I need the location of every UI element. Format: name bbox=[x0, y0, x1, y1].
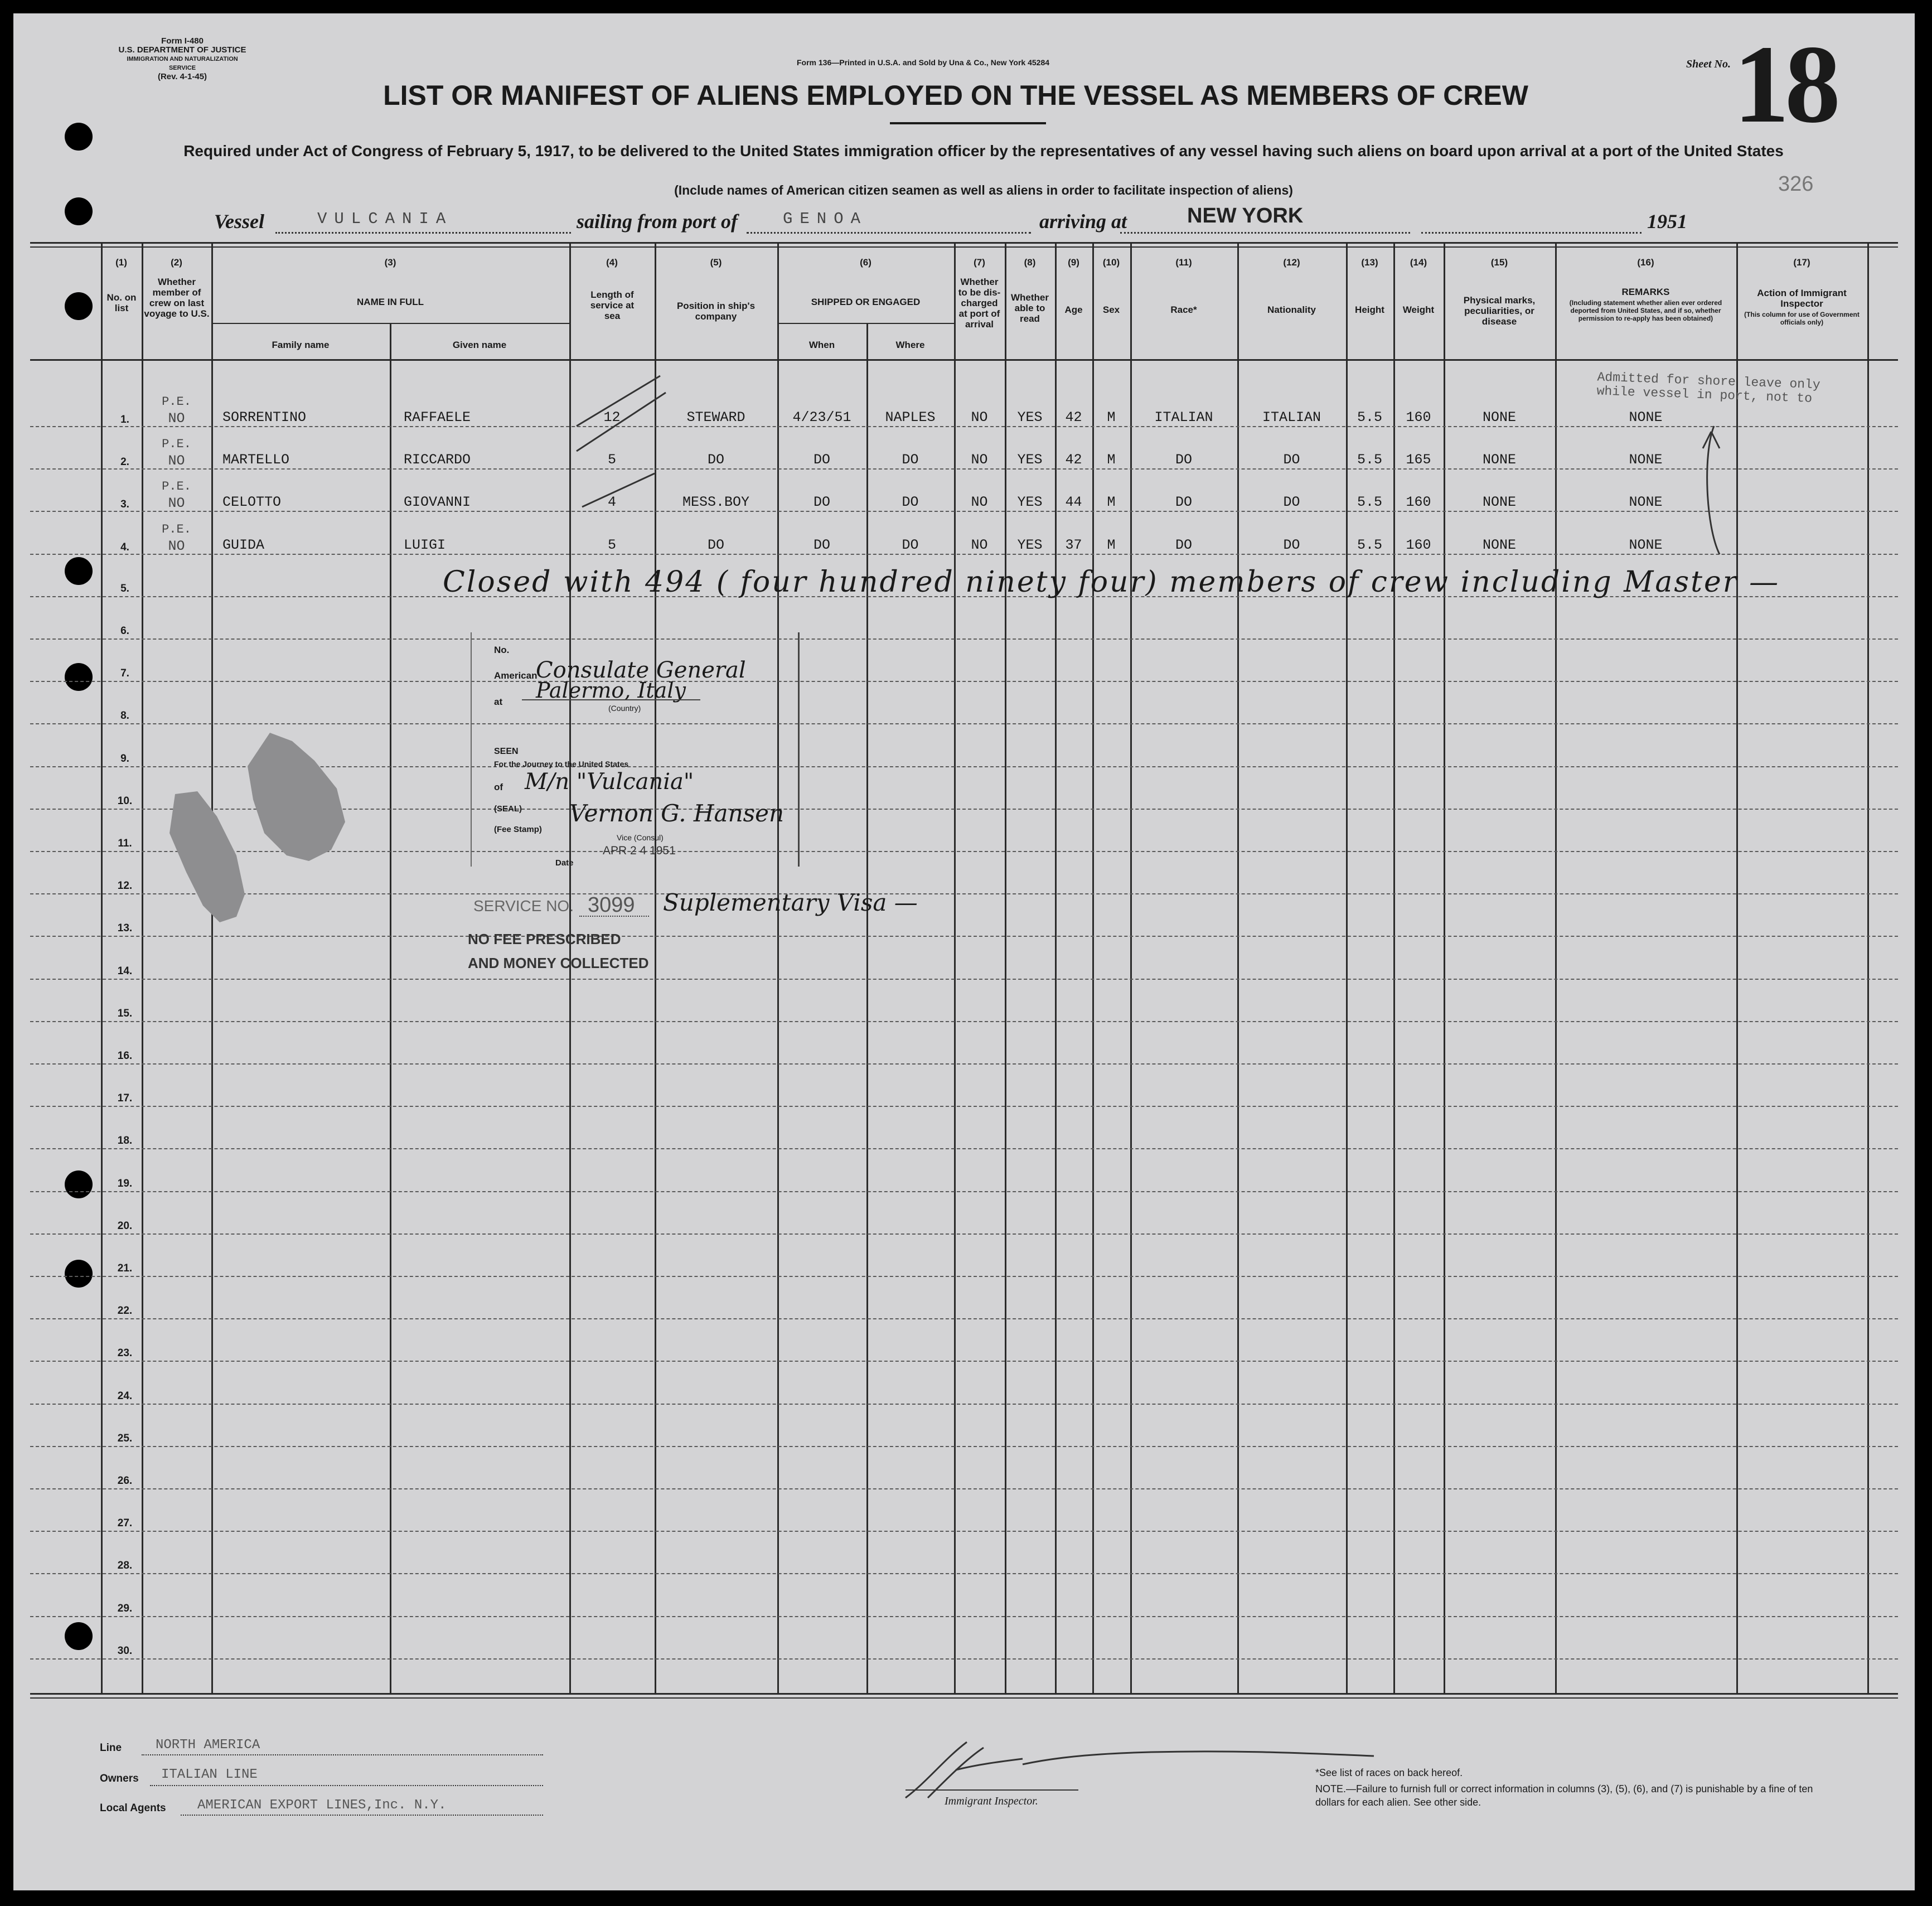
row-rule bbox=[30, 723, 1898, 724]
shore-leave-stamp: Admitted for shore leave only while vessel in port, not to bbox=[1596, 370, 1821, 406]
closing-note: Closed with 494 ( four hundred ninety four) members of crew including Master — bbox=[443, 565, 1780, 599]
row-number: 5. bbox=[120, 582, 129, 594]
cell-sex: M bbox=[1107, 494, 1116, 511]
col5-label: Position in ship's company bbox=[676, 301, 756, 322]
col12-num: (12) bbox=[1283, 257, 1300, 268]
row-number: 29. bbox=[117, 1602, 133, 1614]
punch-hole bbox=[65, 557, 93, 585]
title-underline bbox=[890, 122, 1046, 124]
col10-label: Sex bbox=[1102, 304, 1120, 315]
cell-age: 42 bbox=[1065, 409, 1082, 425]
member-last-voyage: NO bbox=[168, 538, 185, 554]
cell-race: DO bbox=[1175, 536, 1192, 553]
table-top-rule bbox=[30, 242, 1898, 244]
cell-when: DO bbox=[813, 452, 830, 468]
row-number: 20. bbox=[117, 1220, 133, 1232]
row-number: 24. bbox=[117, 1390, 133, 1402]
line-rule bbox=[142, 1754, 543, 1755]
col2-label: Whether member of crew on last voyage to U.S. bbox=[144, 277, 210, 319]
pe-mark: P.E. bbox=[162, 522, 191, 536]
sheet-label: Sheet No. bbox=[1686, 58, 1731, 70]
stamp-journey: For the Journey to the United States bbox=[494, 760, 629, 768]
member-last-voyage: NO bbox=[168, 495, 185, 512]
col7-label: Whether to be dis-charged at port of arrival bbox=[958, 277, 1001, 330]
cell-given: RAFFAELE bbox=[404, 409, 471, 425]
cell-discharged: NO bbox=[971, 536, 988, 553]
handwriting-strokes bbox=[571, 370, 1770, 660]
cell-given: RICCARDO bbox=[404, 452, 471, 468]
cell-read: YES bbox=[1017, 494, 1043, 511]
col5-num: (5) bbox=[710, 257, 722, 268]
subtitle: Required under Act of Congress of February 5, 1917, to be delivered to the United States immigration officer by the representatives of any vessel having such aliens on board upon arrival at a port of the United States bbox=[183, 142, 1784, 159]
form-id-block bbox=[113, 37, 252, 81]
stamp-date: APR 2 4 1951 bbox=[603, 844, 676, 857]
cell-family: CELOTTO bbox=[222, 494, 282, 511]
cell-marks: NONE bbox=[1482, 494, 1516, 511]
cell-nationality: DO bbox=[1283, 494, 1300, 511]
cell-position: DO bbox=[707, 536, 724, 553]
header-bottom-rule bbox=[30, 359, 1898, 361]
pe-mark: P.E. bbox=[162, 437, 191, 452]
cell-marks: NONE bbox=[1482, 452, 1516, 468]
row-rule bbox=[30, 1404, 1898, 1405]
agents-label: Local Agents bbox=[100, 1802, 166, 1814]
row-number: 27. bbox=[117, 1517, 133, 1530]
table-bottom-rule bbox=[30, 1693, 1898, 1695]
punch-hole bbox=[65, 1170, 93, 1198]
stamp-fee-stamp: (Fee Stamp) bbox=[494, 825, 542, 834]
cell-given: LUIGI bbox=[404, 536, 446, 553]
row-number: 21. bbox=[117, 1262, 133, 1274]
row-number: 4. bbox=[120, 541, 129, 553]
col4-label: Length of service at sea bbox=[590, 289, 635, 321]
cell-discharged: NO bbox=[971, 494, 988, 511]
department: U.S. DEPARTMENT OF JUSTICE bbox=[118, 45, 246, 55]
cell-remarks: NONE bbox=[1629, 452, 1663, 468]
row-number: 30. bbox=[117, 1644, 133, 1657]
col3-num: (3) bbox=[384, 257, 396, 268]
fine-note: NOTE.—Failure to furnish full or correct information in columns (3), (5), (6), and (7) is punishable by a fine of ten dollars for each alien. See other side. bbox=[1315, 1783, 1813, 1808]
row-rule bbox=[30, 1361, 1898, 1362]
line-value: NORTH AMERICA bbox=[156, 1738, 260, 1753]
col-line bbox=[101, 242, 103, 1695]
col11-num: (11) bbox=[1175, 257, 1192, 268]
inspector-rule bbox=[906, 1789, 1078, 1791]
fee-line-2: AND MONEY COLLECTED bbox=[468, 955, 649, 971]
col9-num: (9) bbox=[1068, 257, 1079, 268]
col16-label: REMARKS bbox=[1621, 287, 1670, 297]
stamp-no-label: No. bbox=[494, 645, 510, 655]
agents-rule bbox=[181, 1815, 543, 1816]
row-rule bbox=[30, 1658, 1898, 1660]
stamp-number: 326 bbox=[1778, 172, 1814, 196]
cell-remarks: NONE bbox=[1629, 536, 1663, 553]
col4-num: (4) bbox=[606, 257, 618, 268]
row-rule bbox=[30, 1573, 1898, 1574]
col15-label: Physical marks, peculiarities, or disease bbox=[1463, 295, 1536, 327]
cell-length: 12 bbox=[603, 409, 621, 425]
col10-num: (10) bbox=[1102, 257, 1120, 268]
races-note: *See list of races on back hereof. bbox=[1315, 1767, 1463, 1778]
punch-hole bbox=[65, 663, 93, 691]
when-header: When bbox=[808, 340, 835, 350]
cell-height: 5.5 bbox=[1357, 452, 1382, 468]
page-title: LIST OR MANIFEST OF ALIENS EMPLOYED ON THE VESSEL AS MEMBERS OF CREW bbox=[383, 80, 1528, 111]
row-number: 18. bbox=[117, 1135, 133, 1147]
cell-age: 44 bbox=[1065, 494, 1082, 511]
consulate-stamp bbox=[471, 632, 800, 867]
stamp-country-label: (Country) bbox=[608, 704, 641, 713]
sheet-number: 18 bbox=[1734, 23, 1836, 146]
row-number: 26. bbox=[117, 1475, 133, 1487]
cell-remarks: NONE bbox=[1629, 409, 1663, 425]
col8-label: Whether able to read bbox=[1011, 292, 1049, 324]
pe-mark: P.E. bbox=[162, 395, 191, 409]
cell-race: DO bbox=[1175, 452, 1192, 468]
col11-label: Race* bbox=[1170, 304, 1197, 315]
row-rule bbox=[30, 979, 1898, 980]
arriving-port: NEW YORK bbox=[1187, 204, 1304, 228]
punch-hole bbox=[65, 123, 93, 151]
cell-length: 5 bbox=[607, 536, 616, 553]
cell-where: NAPLES bbox=[885, 409, 936, 425]
col16-num: (16) bbox=[1637, 257, 1654, 268]
stamp-consul: Vice (Consul) bbox=[617, 833, 664, 842]
arriving-rule bbox=[1120, 232, 1410, 234]
stamp-rule bbox=[522, 699, 700, 700]
cell-position: STEWARD bbox=[686, 409, 745, 425]
cell-race: DO bbox=[1175, 494, 1192, 511]
cell-sex: M bbox=[1107, 536, 1116, 553]
inspector-label: Immigrant Inspector. bbox=[945, 1795, 1038, 1807]
line-label: Line bbox=[100, 1742, 122, 1754]
stamp-date-label: Date bbox=[555, 858, 574, 868]
row-rule bbox=[30, 681, 1898, 682]
cell-family: GUIDA bbox=[222, 536, 265, 553]
stamp-vessel: M/n "Vulcania" bbox=[525, 769, 694, 795]
stamp-seal: (SEAL) bbox=[494, 804, 522, 814]
col17-num: (17) bbox=[1793, 257, 1810, 268]
row-number: 3. bbox=[120, 499, 129, 511]
cell-family: SORRENTINO bbox=[222, 409, 307, 425]
row-number: 22. bbox=[117, 1305, 133, 1317]
cell-where: DO bbox=[902, 536, 919, 553]
row-rule bbox=[30, 1233, 1898, 1235]
col17-label: Action of Immigrant Inspector bbox=[1757, 288, 1847, 309]
where-header: Where bbox=[895, 340, 925, 350]
member-last-voyage: NO bbox=[168, 410, 185, 427]
row-rule bbox=[30, 1106, 1898, 1107]
cell-weight: 160 bbox=[1406, 536, 1431, 553]
member-last-voyage: NO bbox=[168, 453, 185, 470]
vessel-name: VULCANIA bbox=[317, 210, 453, 228]
punch-hole bbox=[65, 197, 93, 225]
punch-hole bbox=[65, 292, 93, 320]
cell-sex: M bbox=[1107, 452, 1116, 468]
col1-num: (1) bbox=[115, 257, 127, 268]
col6-label: SHIPPED OR ENGAGED bbox=[811, 297, 921, 307]
revision: (Rev. 4-1-45) bbox=[157, 72, 207, 81]
col15-num: (15) bbox=[1490, 257, 1508, 268]
cell-race: ITALIAN bbox=[1154, 409, 1213, 425]
col13-num: (13) bbox=[1361, 257, 1378, 268]
service-number: 3099 bbox=[588, 893, 635, 917]
row-number: 1. bbox=[120, 414, 129, 425]
vessel-label: Vessel bbox=[214, 210, 264, 233]
cell-length: 4 bbox=[607, 494, 616, 511]
owners-label: Owners bbox=[100, 1773, 139, 1784]
row-number: 25. bbox=[117, 1432, 133, 1444]
cell-marks: NONE bbox=[1482, 536, 1516, 553]
col9-label: Age bbox=[1064, 304, 1083, 315]
row-number: 23. bbox=[117, 1347, 133, 1360]
cell-weight: 160 bbox=[1406, 494, 1431, 511]
cell-height: 5.5 bbox=[1357, 409, 1382, 425]
row-rule bbox=[30, 1318, 1898, 1319]
col14-label: Weight bbox=[1402, 304, 1435, 315]
port-name: GENOA bbox=[783, 210, 868, 228]
printer-line: Form 136—Printed in U.S.A. and Sold by Una & Co., New York 45284 bbox=[797, 58, 1050, 67]
cell-length: 5 bbox=[607, 452, 616, 468]
cell-sex: M bbox=[1107, 409, 1116, 425]
col1-label: No. on list bbox=[106, 292, 137, 313]
cell-given: GIOVANNI bbox=[404, 494, 471, 511]
owners-rule bbox=[150, 1785, 543, 1786]
row-rule bbox=[30, 1148, 1898, 1149]
cell-marks: NONE bbox=[1482, 409, 1516, 425]
row-number: 16. bbox=[117, 1050, 133, 1062]
cell-when: 4/23/51 bbox=[792, 409, 851, 425]
col3-label: NAME IN FULL bbox=[357, 297, 424, 307]
date-rule bbox=[1421, 232, 1642, 234]
sailing-label: sailing from port of bbox=[577, 210, 738, 233]
col7-num: (7) bbox=[974, 257, 985, 268]
col8-num: (8) bbox=[1024, 257, 1036, 268]
manifest-sheet bbox=[13, 13, 1915, 1890]
row-rule bbox=[30, 1021, 1898, 1022]
row-number: 28. bbox=[117, 1560, 133, 1572]
cell-read: YES bbox=[1017, 452, 1043, 468]
name-subheader-rule bbox=[211, 323, 569, 324]
cell-nationality: ITALIAN bbox=[1262, 409, 1321, 425]
agents-value: AMERICAN EXPORT LINES,Inc. N.Y. bbox=[197, 1798, 447, 1813]
port-rule bbox=[747, 232, 1031, 234]
stamp-of-label: of bbox=[494, 782, 503, 792]
row-number: 12. bbox=[117, 880, 133, 892]
row-number: 14. bbox=[117, 965, 133, 977]
cell-when: DO bbox=[813, 536, 830, 553]
row-rule bbox=[30, 1276, 1898, 1277]
stamp-consulate: Consulate General bbox=[536, 657, 746, 683]
service-rule bbox=[579, 916, 649, 917]
subnote: (Include names of American citizen seamen as well as aliens in order to facilitate inspection of aliens) bbox=[674, 183, 1293, 197]
cell-remarks: NONE bbox=[1629, 494, 1663, 511]
given-name-header: Given name bbox=[452, 340, 507, 350]
cell-discharged: NO bbox=[971, 409, 988, 425]
service-label: SERVICE NO. bbox=[473, 897, 574, 915]
col-line bbox=[1867, 242, 1869, 1695]
cell-discharged: NO bbox=[971, 452, 988, 468]
service-name: IMMIGRATION AND NATURALIZATION SERVICE bbox=[127, 56, 238, 71]
arriving-label: arriving at bbox=[1039, 210, 1127, 233]
col12-label: Nationality bbox=[1267, 304, 1316, 315]
cell-nationality: DO bbox=[1283, 536, 1300, 553]
cell-where: DO bbox=[902, 494, 919, 511]
row-number: 7. bbox=[120, 667, 129, 680]
form-number: Form I-480 bbox=[161, 36, 204, 46]
col13-label: Height bbox=[1355, 304, 1384, 315]
stamp-seen: SEEN bbox=[494, 747, 519, 756]
cell-where: DO bbox=[902, 452, 919, 468]
row-number: 6. bbox=[120, 625, 129, 637]
punch-hole bbox=[65, 1260, 93, 1288]
col16-note: (Including statement whether alien ever ordered deported from United States, and if so, whether permission to re-apply has been obtained) bbox=[1569, 299, 1722, 322]
fee-line-1: NO FEE PRESCRIBED bbox=[468, 931, 621, 947]
cell-read: YES bbox=[1017, 409, 1043, 425]
cell-position: DO bbox=[707, 452, 724, 468]
pe-mark: P.E. bbox=[162, 480, 191, 494]
row-rule bbox=[30, 1446, 1898, 1447]
row-rule bbox=[30, 1191, 1898, 1192]
row-number: 9. bbox=[120, 752, 129, 765]
cell-height: 5.5 bbox=[1357, 494, 1382, 511]
supplementary-visa: Suplementary Visa — bbox=[663, 889, 918, 916]
vessel-rule bbox=[275, 232, 571, 234]
family-name-header: Family name bbox=[272, 340, 330, 350]
col17-note: (This column for use of Government officials only) bbox=[1744, 311, 1860, 326]
row-rule bbox=[30, 1063, 1898, 1065]
cell-when: DO bbox=[813, 494, 830, 511]
row-number: 11. bbox=[118, 838, 132, 849]
row-number: 2. bbox=[120, 456, 129, 468]
row-number: 13. bbox=[117, 922, 133, 935]
col6-num: (6) bbox=[860, 257, 871, 268]
col2-num: (2) bbox=[171, 257, 182, 268]
cell-weight: 160 bbox=[1406, 409, 1431, 425]
cell-weight: 165 bbox=[1406, 452, 1431, 468]
stamp-city: Palermo, Italy bbox=[536, 678, 686, 703]
row-number: 8. bbox=[120, 710, 129, 722]
stamp-signature: Vernon G. Hansen bbox=[569, 800, 785, 827]
year: 1951 bbox=[1647, 210, 1687, 233]
cell-age: 42 bbox=[1065, 452, 1082, 468]
row-number: 15. bbox=[117, 1007, 133, 1019]
cell-age: 37 bbox=[1065, 536, 1082, 553]
row-rule bbox=[30, 1488, 1898, 1489]
cell-height: 5.5 bbox=[1357, 536, 1382, 553]
row-number: 10. bbox=[117, 795, 133, 807]
col-line bbox=[211, 242, 213, 1695]
owners-value: ITALIAN LINE bbox=[161, 1767, 258, 1782]
punch-hole bbox=[65, 1622, 93, 1650]
cell-family: MARTELLO bbox=[222, 452, 290, 468]
row-number: 19. bbox=[117, 1177, 133, 1189]
row-rule bbox=[30, 1616, 1898, 1617]
seal-smudge bbox=[153, 727, 409, 939]
cell-nationality: DO bbox=[1283, 452, 1300, 468]
col14-num: (14) bbox=[1410, 257, 1427, 268]
row-number: 17. bbox=[117, 1092, 133, 1105]
table-bottom-rule-2 bbox=[30, 1697, 1898, 1699]
cell-position: MESS.BOY bbox=[682, 494, 750, 511]
row-rule bbox=[30, 1531, 1898, 1532]
stamp-at-label: at bbox=[494, 696, 503, 707]
shipped-subheader-rule bbox=[777, 323, 954, 324]
cell-read: YES bbox=[1017, 536, 1043, 553]
table-top-rule-2 bbox=[30, 246, 1898, 248]
stamp-american-label: American bbox=[494, 670, 538, 681]
